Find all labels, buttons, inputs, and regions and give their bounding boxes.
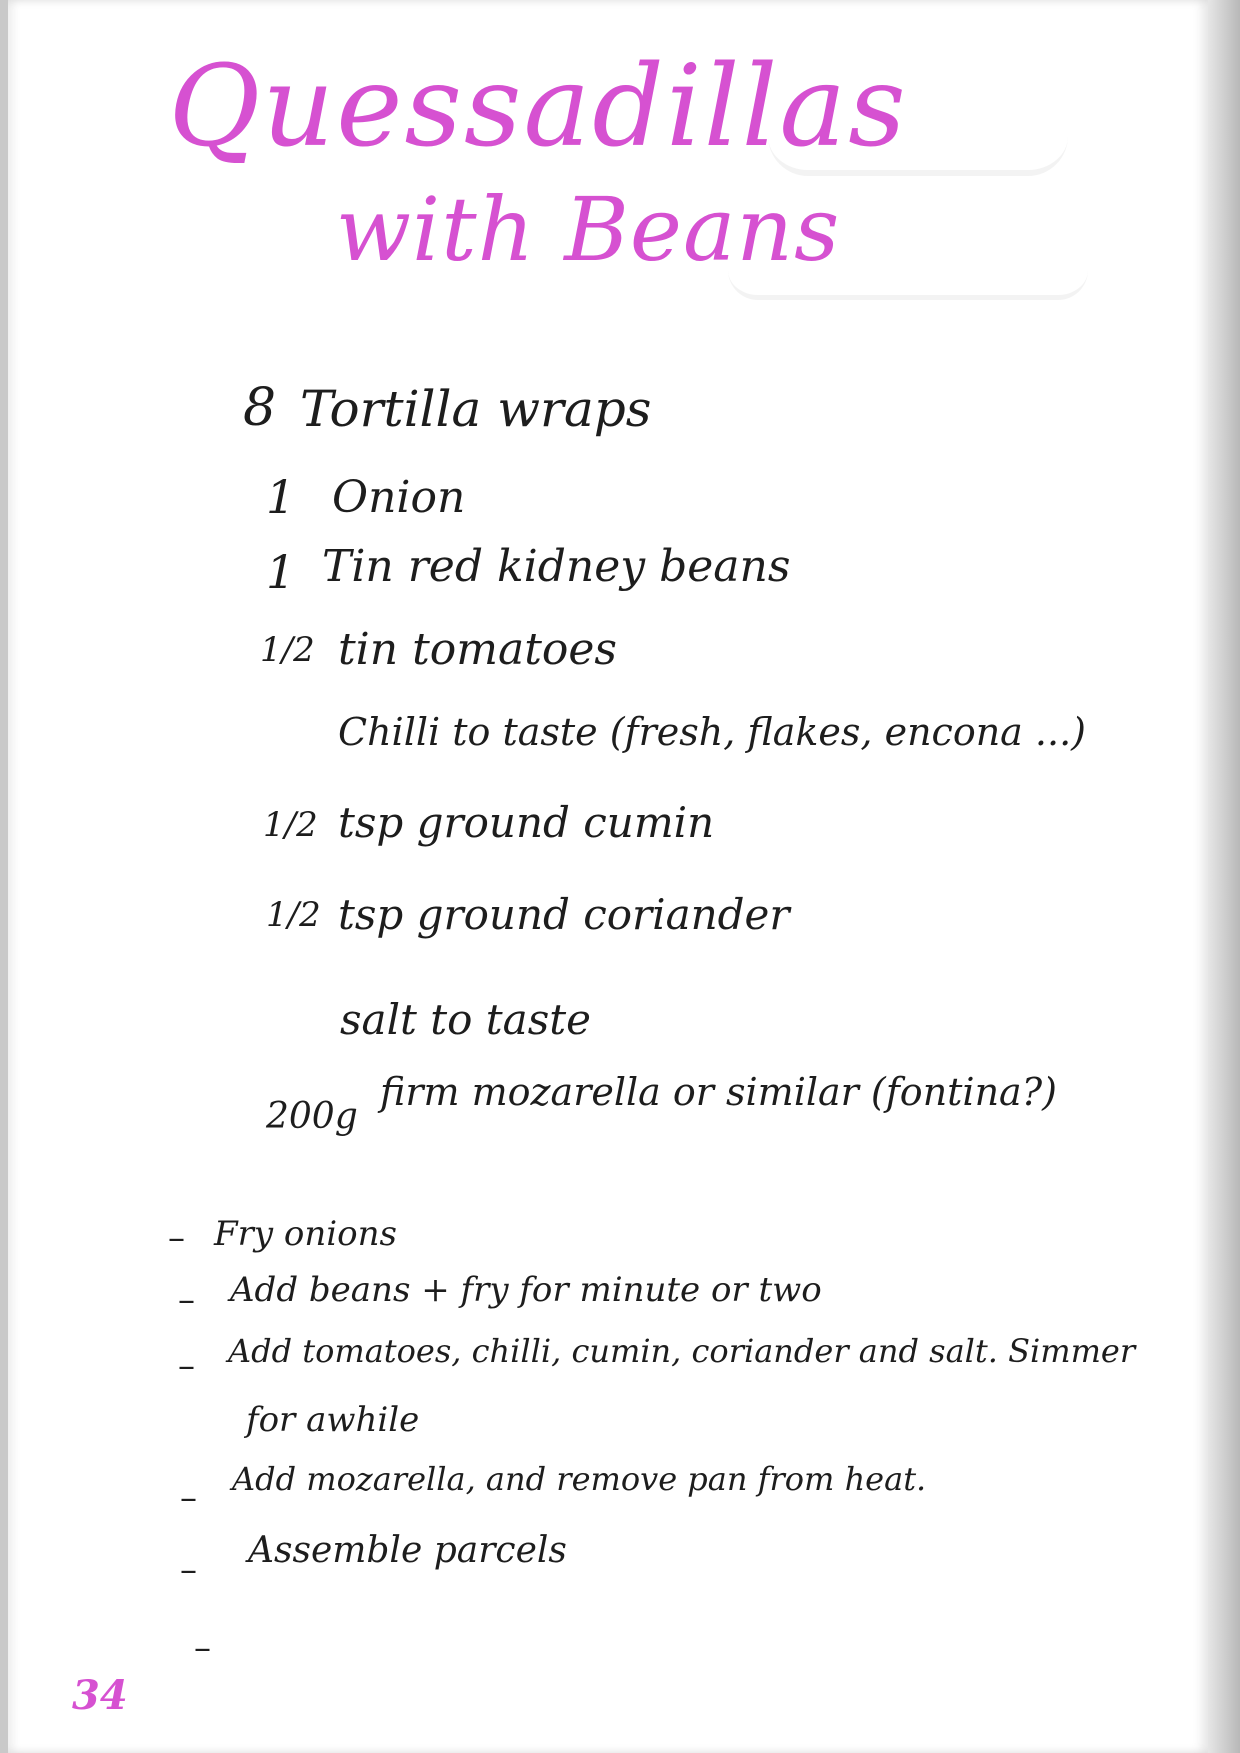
bullet-dash: – [178,1346,195,1386]
ingredient-name: firm mozarella or similar (fontina?) [380,1070,1057,1114]
ingredient-name: Onion [332,472,466,523]
page-number: 34 [72,1672,128,1719]
notebook-page [8,0,1208,1753]
ingredient-name: tsp ground coriander [338,890,790,939]
ingredient-quantity: 1 [266,470,296,524]
bullet-dash: – [180,1550,197,1590]
ingredient-name: Tin red kidney beans [322,541,791,592]
method-step-text: Assemble parcels [248,1530,567,1571]
ingredient-quantity: 200g [266,1096,358,1137]
ingredient-quantity: 1 [266,545,296,599]
scan-edge [1208,0,1240,1753]
bullet-dash: – [194,1628,211,1668]
bullet-dash: – [168,1218,185,1258]
method-step-text: Add beans + fry for minute or two [230,1270,822,1310]
method-step-text: for awhile [246,1400,420,1440]
recipe-title-line-2: with Beans [335,178,841,281]
ingredient-name: Chilli to taste (fresh, flakes, encona ...) [338,710,1086,754]
ingredient-name: tsp ground cumin [338,798,715,847]
ingredient-quantity: 1/2 [260,630,315,670]
ingredient-name: tin tomatoes [338,624,617,675]
ingredient-quantity: 1/2 [263,805,318,845]
bullet-dash: – [178,1280,195,1320]
ingredient-quantity: 8 [243,378,277,438]
bullet-dash: – [180,1478,197,1518]
method-step-text: Add mozarella, and remove pan from heat. [232,1460,927,1498]
ingredient-name: Tortilla wraps [300,380,652,438]
method-step-text: Add tomatoes, chilli, cumin, coriander and salt. Simmer [228,1332,1136,1370]
method-step-text: Fry onions [214,1214,397,1254]
ingredient-quantity: 1/2 [266,895,321,935]
recipe-title-line-1: Quessadillas [168,42,908,172]
ingredient-name: salt to taste [340,995,591,1044]
